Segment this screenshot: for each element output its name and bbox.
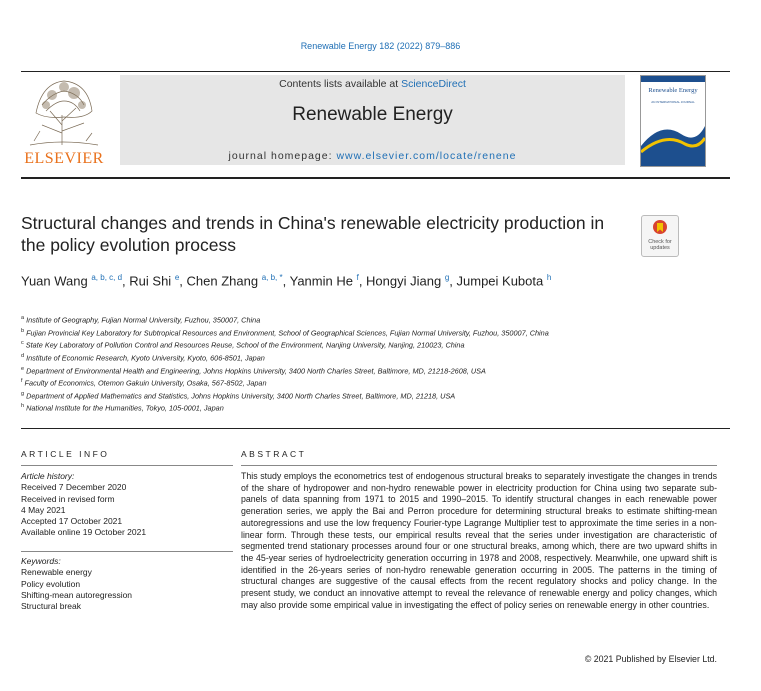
abstract-text: This study employs the econometrics test of endogenous structural breaks to separately investigate the changes in trends of the share of hydropower and non-hydro renewable power in electricity production for China using two separate sub-panels of data spanning from 1971 to 2015 and 1990–2015. To identify structural changes in each renewable power generation series, we apply the Bai and Perron procedure for determining structural breaks to estimate shifting-mean autoregressions and use the low frequency Fourier-type Lagrange Multiplier test to approximate the time series in a non-linear form. Through these tests, our empirical results reveal that the series under investigation are characteristic of segmented trend stationary processes around four or one structural breaks, among which, there are two upward shifts in the 45-year series of hydroelectricity generation occurring in 1978 and 2008, respectively. Meanwhile, one upward shift is identified in the 26-years series of non-hydro renewable generation occurring in 2005. The patterns in the timing of structural changes are suggestive of the causal effects from the recent regulatory shocks and policy change. In the present study, we conduct an innovative attempt to reveal the relevance of renewable energy and policy changes, which may also provide some empirical value in investigating the effect of policy series on renewable energy in other countries. [241,471,717,610]
contents-prefix: Contents lists available at [279,78,402,90]
affiliation-item [21,351,631,364]
keywords-rule [21,551,233,552]
cover-top-band [641,76,705,82]
history-label: Article history: [21,471,75,481]
affiliation-marker: h [21,403,25,410]
affiliation-text: Fujian Provincial Key Laboratory for Subtropical Resources and Environment, School of Geographical Sciences, Fujian Normal University, Fuzhou, 350007, China [24,328,549,338]
bookmark-icon [652,219,668,237]
copyright-notice: © 2021 Published by Elsevier Ltd. [584,654,717,664]
header-top-rule [21,71,730,72]
author-affiliation-marker[interactable]: e [174,273,180,282]
elsevier-wordmark: ELSEVIER [24,150,104,167]
keyword-items [21,567,233,612]
affiliation-item [21,326,631,339]
sciencedirect-link[interactable]: ScienceDirect [401,78,466,90]
affiliation-text: Department of Environmental Health and Engineering, Johns Hopkins University, 3400 North Charles Street, Baltimore, MD, 21218-2608, USA [24,365,486,375]
author-list: Yuan Wang $^{a, b, c, d}$, Rui Shi $^e$, Chen Zhang $^{a, b, *}$, Yanmin He $^f$, Hongyi Jiang $^g$, Jumpei Kubota $^h$ [21,273,552,289]
history-entry: 4 May 2021 [21,504,66,515]
homepage-prefix: journal homepage: [228,150,337,162]
section-rule [21,428,730,429]
affiliation-text: Department of Applied Mathematics and Statistics, Johns Hopkins University, 3400 North Charles Street, Baltimore, MD, 21218, USA [24,391,456,401]
article-info-heading: ARTICLE INFO [21,449,110,459]
history-entry: Received 7 December 2020 [21,482,127,493]
affiliation-text: State Key Laboratory of Pollution Control and Resources Reuse, School of the Environment, Nanjing University, Nanjing, 210023, China [23,340,465,350]
affiliation-marker: c [21,340,24,347]
author-name[interactable]: Yanmin He [289,273,353,289]
affiliation-item [21,338,631,351]
affiliation-marker: f [21,378,23,385]
homepage-line [120,150,625,162]
author-affiliation-marker[interactable]: h [546,273,552,282]
keyword-item: Renewable energy [21,567,92,578]
affiliation-marker: e [21,365,25,372]
affiliation-marker: g [21,390,25,397]
affiliation-item [21,313,631,326]
keywords-label: Keywords: [21,556,61,566]
affiliation-text: Institute of Geography, Fujian Normal University, Fuzhou, 350007, China [24,315,261,325]
affiliation-list [21,313,631,414]
contents-line [120,78,625,90]
author-affiliation-marker[interactable]: g [444,273,450,282]
abstract-heading: ABSTRACT [241,449,307,459]
author-affiliation-marker[interactable]: f [356,273,359,282]
keyword-item: Policy evolution [21,578,81,589]
author-affiliation-marker[interactable]: a, b, * [261,273,283,282]
affiliation-item [21,401,631,414]
history-entry: Accepted 17 October 2021 [21,516,123,527]
affiliation-text: Institute of Economic Research, Kyoto University, Kyoto, 606-8501, Japan [24,353,265,363]
affiliation-text: Faculty of Economics, Otemon Gakuin University, Osaka, 567-8502, Japan [22,378,267,388]
journal-title: Renewable Energy [292,104,453,125]
cover-art [641,116,705,166]
author-name[interactable]: Chen Zhang [186,273,259,289]
article-history [21,471,233,539]
abstract-rule [241,465,717,466]
affiliation-text: National Institute for the Humanities, Tokyo, 105-0001, Japan [24,403,224,413]
affiliation-marker: b [21,327,25,334]
cover-subtitle: AN INTERNATIONAL JOURNAL [651,100,695,104]
check-for-updates-label: Check for updates [648,239,672,251]
homepage-link[interactable]: www.elsevier.com/locate/renene [336,150,517,162]
cover-title: Renewable Energy [648,87,698,94]
journal-cover[interactable] [640,75,706,167]
author-name[interactable]: Jumpei Kubota [456,273,544,289]
history-entry: Received in revised form [21,493,115,504]
affiliation-marker: d [21,352,25,359]
article-info-rule [21,465,233,466]
article-title: Structural changes and trends in China's renewable electricity production in the policy evolution process [21,213,605,255]
journal-citation-link[interactable]: Renewable Energy 182 (2022) 879–886 [300,41,461,51]
affiliation-marker: a [21,315,25,321]
header-bottom-rule [21,177,730,179]
affiliation-item [21,364,631,377]
history-entry: Available online 19 October 2021 [21,527,147,538]
check-for-updates-button[interactable] [641,215,679,257]
affiliation-item [21,389,631,402]
keyword-item: Shifting-mean autoregression [21,589,133,600]
keyword-item: Structural break [21,601,81,612]
author-affiliation-marker[interactable]: a, b, c, d [91,273,123,282]
keywords-block [21,556,233,612]
history-items [21,482,233,538]
affiliation-item [21,376,631,389]
author-name[interactable]: Hongyi Jiang [366,273,442,289]
author-name[interactable]: Rui Shi [129,273,172,289]
author-name[interactable]: Yuan Wang [21,273,88,289]
